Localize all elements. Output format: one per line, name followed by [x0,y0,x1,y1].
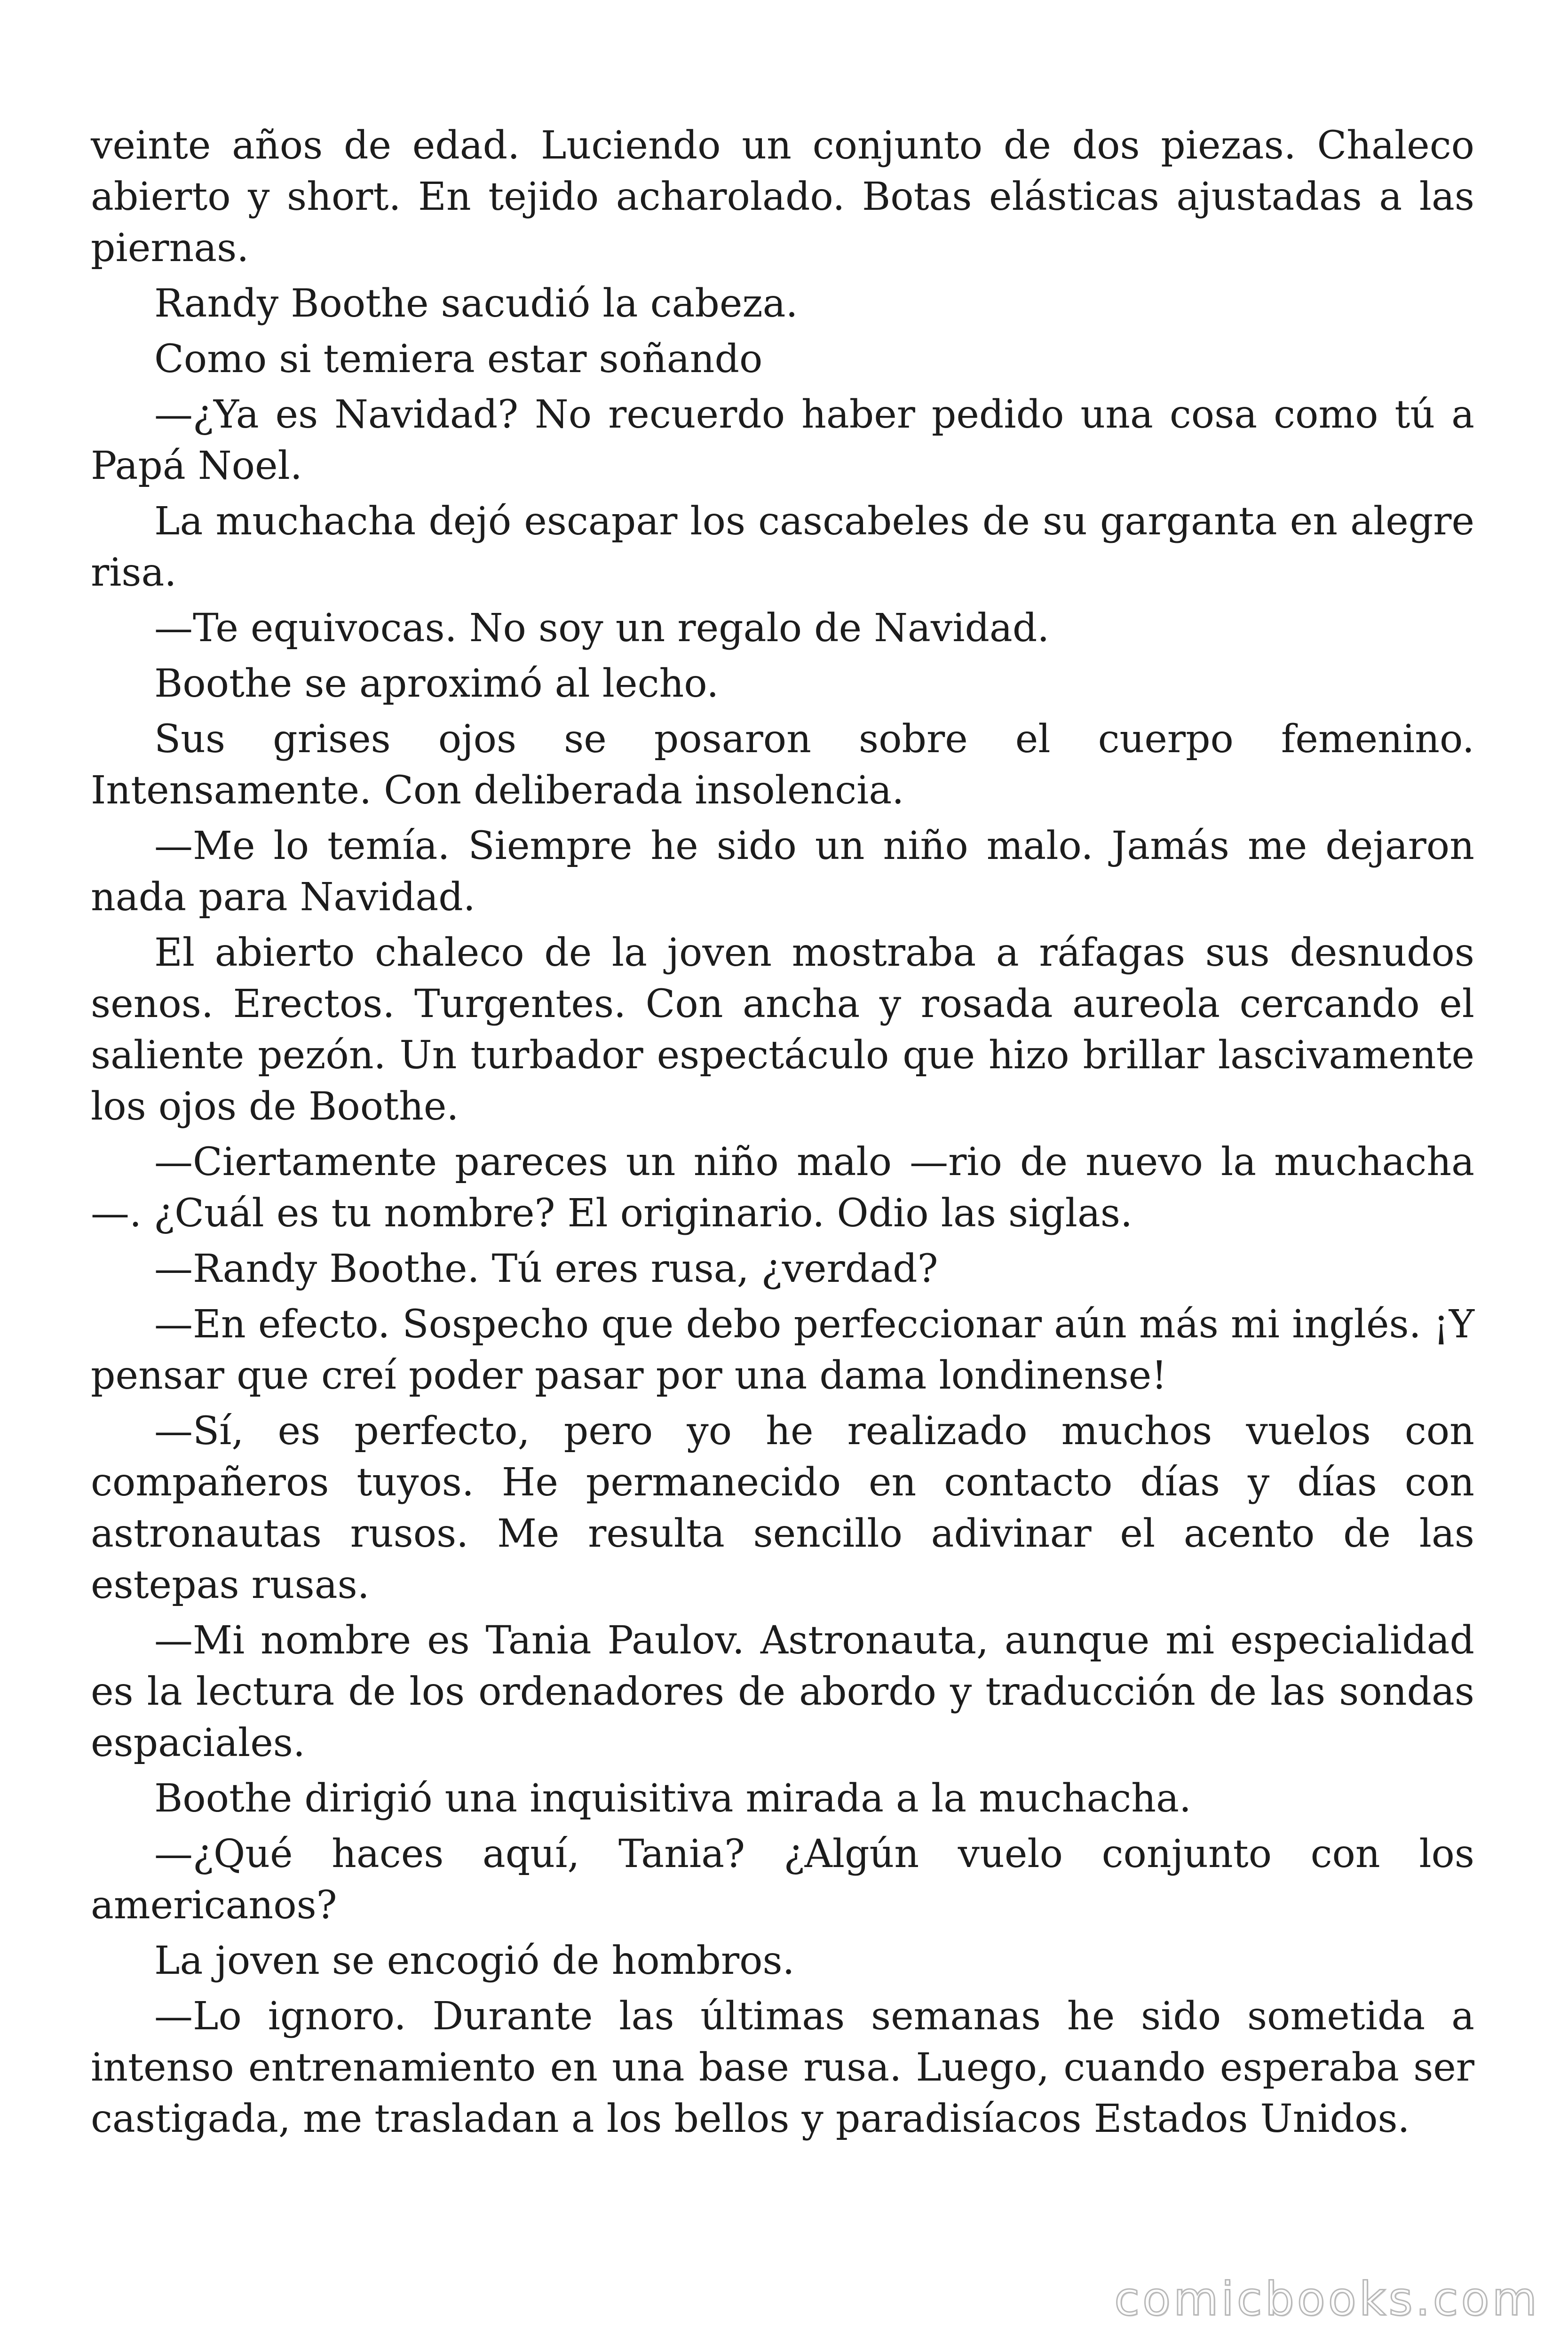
paragraph: Boothe dirigió una inquisitiva mirada a la muchacha. [154,1776,1192,1821]
paragraph: Boothe se aproximó al lecho. [154,661,719,706]
paragraph: —En efecto. Sospecho que debo perfeccionar aún más mi inglés. ¡Y pensar que creí poder pasar por una dama londinense! [91,1302,1474,1398]
paragraph: —¿Ya es Navidad? No recuerdo haber pedido una cosa como tú a Papá Noel. [91,392,1474,488]
body-text [91,120,1474,2149]
paragraph: Randy Boothe sacudió la cabeza. [154,281,798,326]
paragraph: —Mi nombre es Tania Paulov. Astronauta, aunque mi especialidad es la lectura de los ordenadores de abordo y traducción de las sondas espaciales. [91,1618,1474,1765]
paragraph: —Lo ignoro. Durante las últimas semanas he sido sometida a intenso entrenamiento en una base rusa. Luego, cuando esperaba ser castigada, me trasladan a los bellos y paradisíacos Estados Unidos. [91,1994,1474,2141]
paragraph: Como si temiera estar soñando [154,337,763,381]
paragraph: —Te equivocas. No soy un regalo de Navidad. [154,606,1050,651]
paragraph: La joven se encogió de hombros. [154,1939,795,1983]
paragraph: —¿Qué haces aquí, Tania? ¿Algún vuelo conjunto con los americanos? [91,1832,1474,1928]
paragraph: —Sí, es perfecto, pero yo he realizado muchos vuelos con compañeros tuyos. He permanecido en contacto días y días con astronautas rusos. Me resulta sencillo adivinar el acento de las estepas rusas. [91,1409,1474,1607]
paragraph: —Me lo temía. Siempre he sido un niño malo. Jamás me dejaron nada para Navidad. [91,824,1474,920]
paragraph: veinte años de edad. Luciendo un conjunto de dos piezas. Chaleco abierto y short. En tejido acharolado. Botas elásticas ajustadas a las piernas. [91,123,1474,270]
paragraph: La muchacha dejó escapar los cascabeles de su garganta en alegre risa. [91,499,1474,595]
paragraph: Sus grises ojos se posaron sobre el cuerpo femenino. Intensamente. Con deliberada insolencia. [91,717,1474,813]
paragraph: —Ciertamente pareces un niño malo —rio de nuevo la muchacha—. ¿Cuál es tu nombre? El originario. Odio las siglas. [91,1140,1474,1236]
watermark: comicbooks.com [1114,2273,1540,2326]
paragraph: —Randy Boothe. Tú eres rusa, ¿verdad? [154,1247,938,1291]
paragraph: El abierto chaleco de la joven mostraba a ráfagas sus desnudos senos. Erectos. Turgentes. Con ancha y rosada aureola cercando el saliente pezón. Un turbador espectáculo que hizo brillar lascivamente los ojos de Boothe. [91,930,1474,1129]
